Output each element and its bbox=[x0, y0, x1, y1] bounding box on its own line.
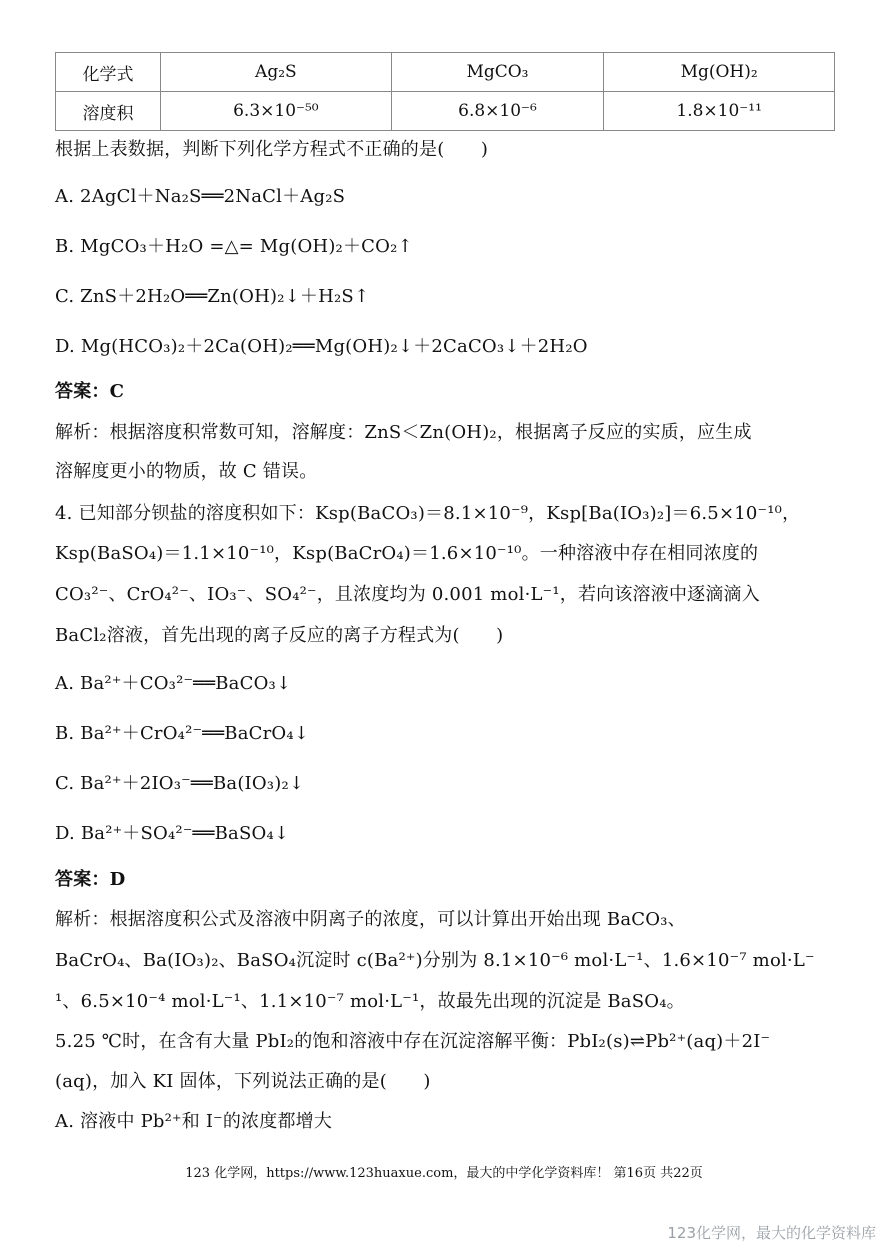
q3-option-a: A. 2AgCl＋Na₂S══2NaCl＋Ag₂S bbox=[55, 186, 346, 207]
question-4-stem-line: Ksp(BaSO₄)＝1.1×10⁻¹⁰，Ksp(BaCrO₄)＝1.6×10⁻¹⁰。一种溶液中存在相同浓度的 bbox=[55, 543, 759, 564]
q3-option-c: C. ZnS＋2H₂O══Zn(OH)₂↓＋H₂S↑ bbox=[55, 286, 370, 307]
table-cell: 6.3×10⁻⁵⁰ bbox=[161, 92, 392, 131]
question-5-stem-line: 5.25 ℃时，在含有大量 PbI₂的饱和溶液中存在沉淀溶解平衡：PbI₂(s)⇌Pb²⁺(aq)＋2I⁻ bbox=[55, 1031, 771, 1052]
table-cell: 1.8×10⁻¹¹ bbox=[604, 92, 835, 131]
question-3-stem: 根据上表数据，判断下列化学方程式不正确的是( ) bbox=[55, 139, 489, 160]
q4-analysis-line: 解析：根据溶度积公式及溶液中阴离子的浓度，可以计算出开始出现 BaCO₃、 bbox=[55, 909, 686, 930]
q3-analysis-line: 溶解度更小的物质，故 C 错误。 bbox=[55, 461, 318, 482]
q3-option-b: B. MgCO₃＋H₂O =△= Mg(OH)₂＋CO₂↑ bbox=[55, 236, 413, 257]
table-header-row bbox=[56, 53, 835, 92]
q4-answer: 答案：D bbox=[55, 869, 126, 890]
page-footer: 123 化学网，https://www.123huaxue.com，最大的中学化学资料库！ 第16页 共22页 bbox=[185, 1166, 703, 1181]
table-cell: MgCO₃ bbox=[391, 53, 604, 92]
solubility-product-table bbox=[55, 52, 835, 131]
q3-option-d: D. Mg(HCO₃)₂＋2Ca(OH)₂══Mg(OH)₂↓＋2CaCO₃↓＋2H₂O bbox=[55, 336, 588, 357]
table-cell: Ag₂S bbox=[161, 53, 392, 92]
q4-option-b: B. Ba²⁺＋CrO₄²⁻══BaCrO₄↓ bbox=[55, 723, 310, 744]
table-cell: 化学式 bbox=[56, 53, 161, 92]
table-cell: 6.8×10⁻⁶ bbox=[391, 92, 604, 131]
question-4-stem-line: CO₃²⁻、CrO₄²⁻、IO₃⁻、SO₄²⁻，且浓度均为 0.001 mol·L⁻¹，若向该溶液中逐滴滴入 bbox=[55, 584, 760, 605]
q4-option-d: D. Ba²⁺＋SO₄²⁻══BaSO₄↓ bbox=[55, 823, 290, 844]
q4-analysis-line: ¹、6.5×10⁻⁴ mol·L⁻¹、1.1×10⁻⁷ mol·L⁻¹，故最先出现的沉淀是 BaSO₄。 bbox=[55, 991, 685, 1012]
table-cell: 溶度积 bbox=[56, 92, 161, 131]
q3-answer: 答案：C bbox=[55, 381, 125, 402]
table-cell: Mg(OH)₂ bbox=[604, 53, 835, 92]
q4-option-a: A. Ba²⁺＋CO₃²⁻══BaCO₃↓ bbox=[55, 673, 292, 694]
table-row bbox=[56, 92, 835, 131]
q4-option-c: C. Ba²⁺＋2IO₃⁻══Ba(IO₃)₂↓ bbox=[55, 773, 305, 794]
q4-analysis-line: BaCrO₄、Ba(IO₃)₂、BaSO₄沉淀时 c(Ba²⁺)分别为 8.1×10⁻⁶ mol·L⁻¹、1.6×10⁻⁷ mol·L⁻ bbox=[55, 950, 815, 971]
question-4-stem-line: 4. 已知部分钡盐的溶度积如下：Ksp(BaCO₃)＝8.1×10⁻⁹，Ksp[Ba(IO₃)₂]＝6.5×10⁻¹⁰， bbox=[55, 503, 801, 524]
q5-option-a: A. 溶液中 Pb²⁺和 I⁻的浓度都增大 bbox=[55, 1111, 333, 1132]
q3-analysis-line: 解析：根据溶度积常数可知，溶解度：ZnS＜Zn(OH)₂，根据离子反应的实质，应生成 bbox=[55, 422, 752, 443]
watermark: 123化学网，最大的化学资料库 bbox=[667, 1224, 876, 1242]
question-4-stem-line: BaCl₂溶液，首先出现的离子反应的离子方程式为( ) bbox=[55, 625, 504, 646]
question-5-stem-line: (aq)，加入 KI 固体，下列说法正确的是( ) bbox=[55, 1071, 431, 1092]
